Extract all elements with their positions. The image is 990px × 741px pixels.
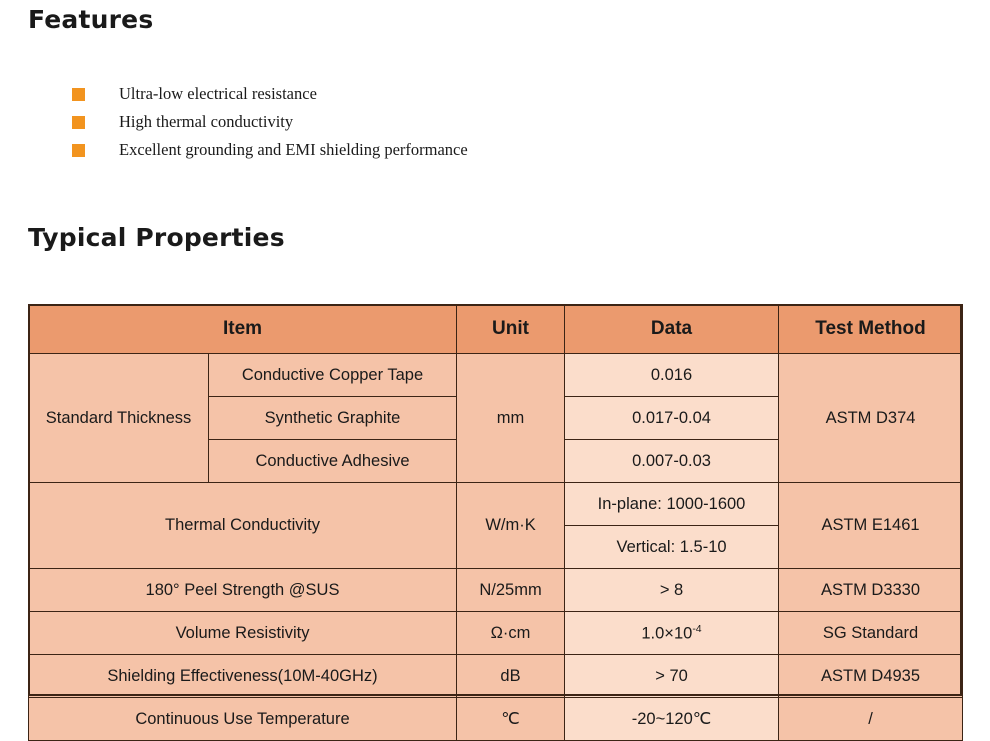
unit-cell: dB — [457, 655, 565, 698]
item-label: Volume Resistivity — [29, 612, 457, 655]
data-cell: > 8 — [565, 569, 779, 612]
unit-cell: W/m·K — [457, 483, 565, 569]
features-list — [72, 80, 468, 164]
data-cell — [565, 612, 779, 655]
test-method-cell: / — [779, 698, 963, 741]
unit-cell: ℃ — [457, 698, 565, 741]
unit-cell: mm — [457, 354, 565, 483]
table-row — [29, 483, 963, 526]
test-method-cell: ASTM D374 — [779, 354, 963, 483]
test-method-cell: SG Standard — [779, 612, 963, 655]
square-bullet-icon — [72, 144, 85, 157]
table-row — [29, 354, 963, 397]
square-bullet-icon — [72, 116, 85, 129]
item-label: Shielding Effectiveness(10M-40GHz) — [29, 655, 457, 698]
data-value-base: 1.0×10 — [641, 624, 693, 643]
column-header-data: Data — [565, 305, 779, 354]
table-row — [29, 698, 963, 741]
feature-label: Excellent grounding and EMI shielding performance — [119, 140, 468, 159]
table-header-row — [29, 305, 963, 354]
column-header-item: Item — [29, 305, 457, 354]
data-value-exponent: -4 — [692, 622, 702, 635]
row-group-label-standard-thickness: Standard Thickness — [29, 354, 209, 483]
column-header-test-method: Test Method — [779, 305, 963, 354]
data-cell: 0.016 — [565, 354, 779, 397]
typical-properties-heading: Typical Properties — [28, 223, 285, 252]
table-row — [29, 655, 963, 698]
list-item — [72, 136, 468, 164]
list-item — [72, 108, 468, 136]
square-bullet-icon — [72, 88, 85, 101]
data-cell: In-plane: 1000-1600 — [565, 483, 779, 526]
unit-cell: N/25mm — [457, 569, 565, 612]
sub-item-label: Conductive Copper Tape — [209, 354, 457, 397]
sub-item-label: Conductive Adhesive — [209, 440, 457, 483]
data-cell: 0.007-0.03 — [565, 440, 779, 483]
table-row — [29, 612, 963, 655]
data-cell: 0.017-0.04 — [565, 397, 779, 440]
data-cell: Vertical: 1.5-10 — [565, 526, 779, 569]
table-row — [29, 569, 963, 612]
item-label: Continuous Use Temperature — [29, 698, 457, 741]
features-heading: Features — [28, 5, 154, 34]
unit-cell: Ω·cm — [457, 612, 565, 655]
column-header-unit: Unit — [457, 305, 565, 354]
table-header — [29, 305, 963, 354]
test-method-cell: ASTM D4935 — [779, 655, 963, 698]
properties-table-container — [28, 304, 962, 741]
test-method-cell: ASTM D3330 — [779, 569, 963, 612]
feature-label: High thermal conductivity — [119, 112, 294, 131]
item-label: 180° Peel Strength @SUS — [29, 569, 457, 612]
table-body — [29, 354, 963, 741]
data-cell: -20~120℃ — [565, 698, 779, 741]
properties-table — [28, 304, 963, 741]
data-cell: > 70 — [565, 655, 779, 698]
item-label: Thermal Conductivity — [29, 483, 457, 569]
test-method-cell: ASTM E1461 — [779, 483, 963, 569]
list-item — [72, 80, 468, 108]
sub-item-label: Synthetic Graphite — [209, 397, 457, 440]
feature-label: Ultra-low electrical resistance — [119, 84, 317, 103]
